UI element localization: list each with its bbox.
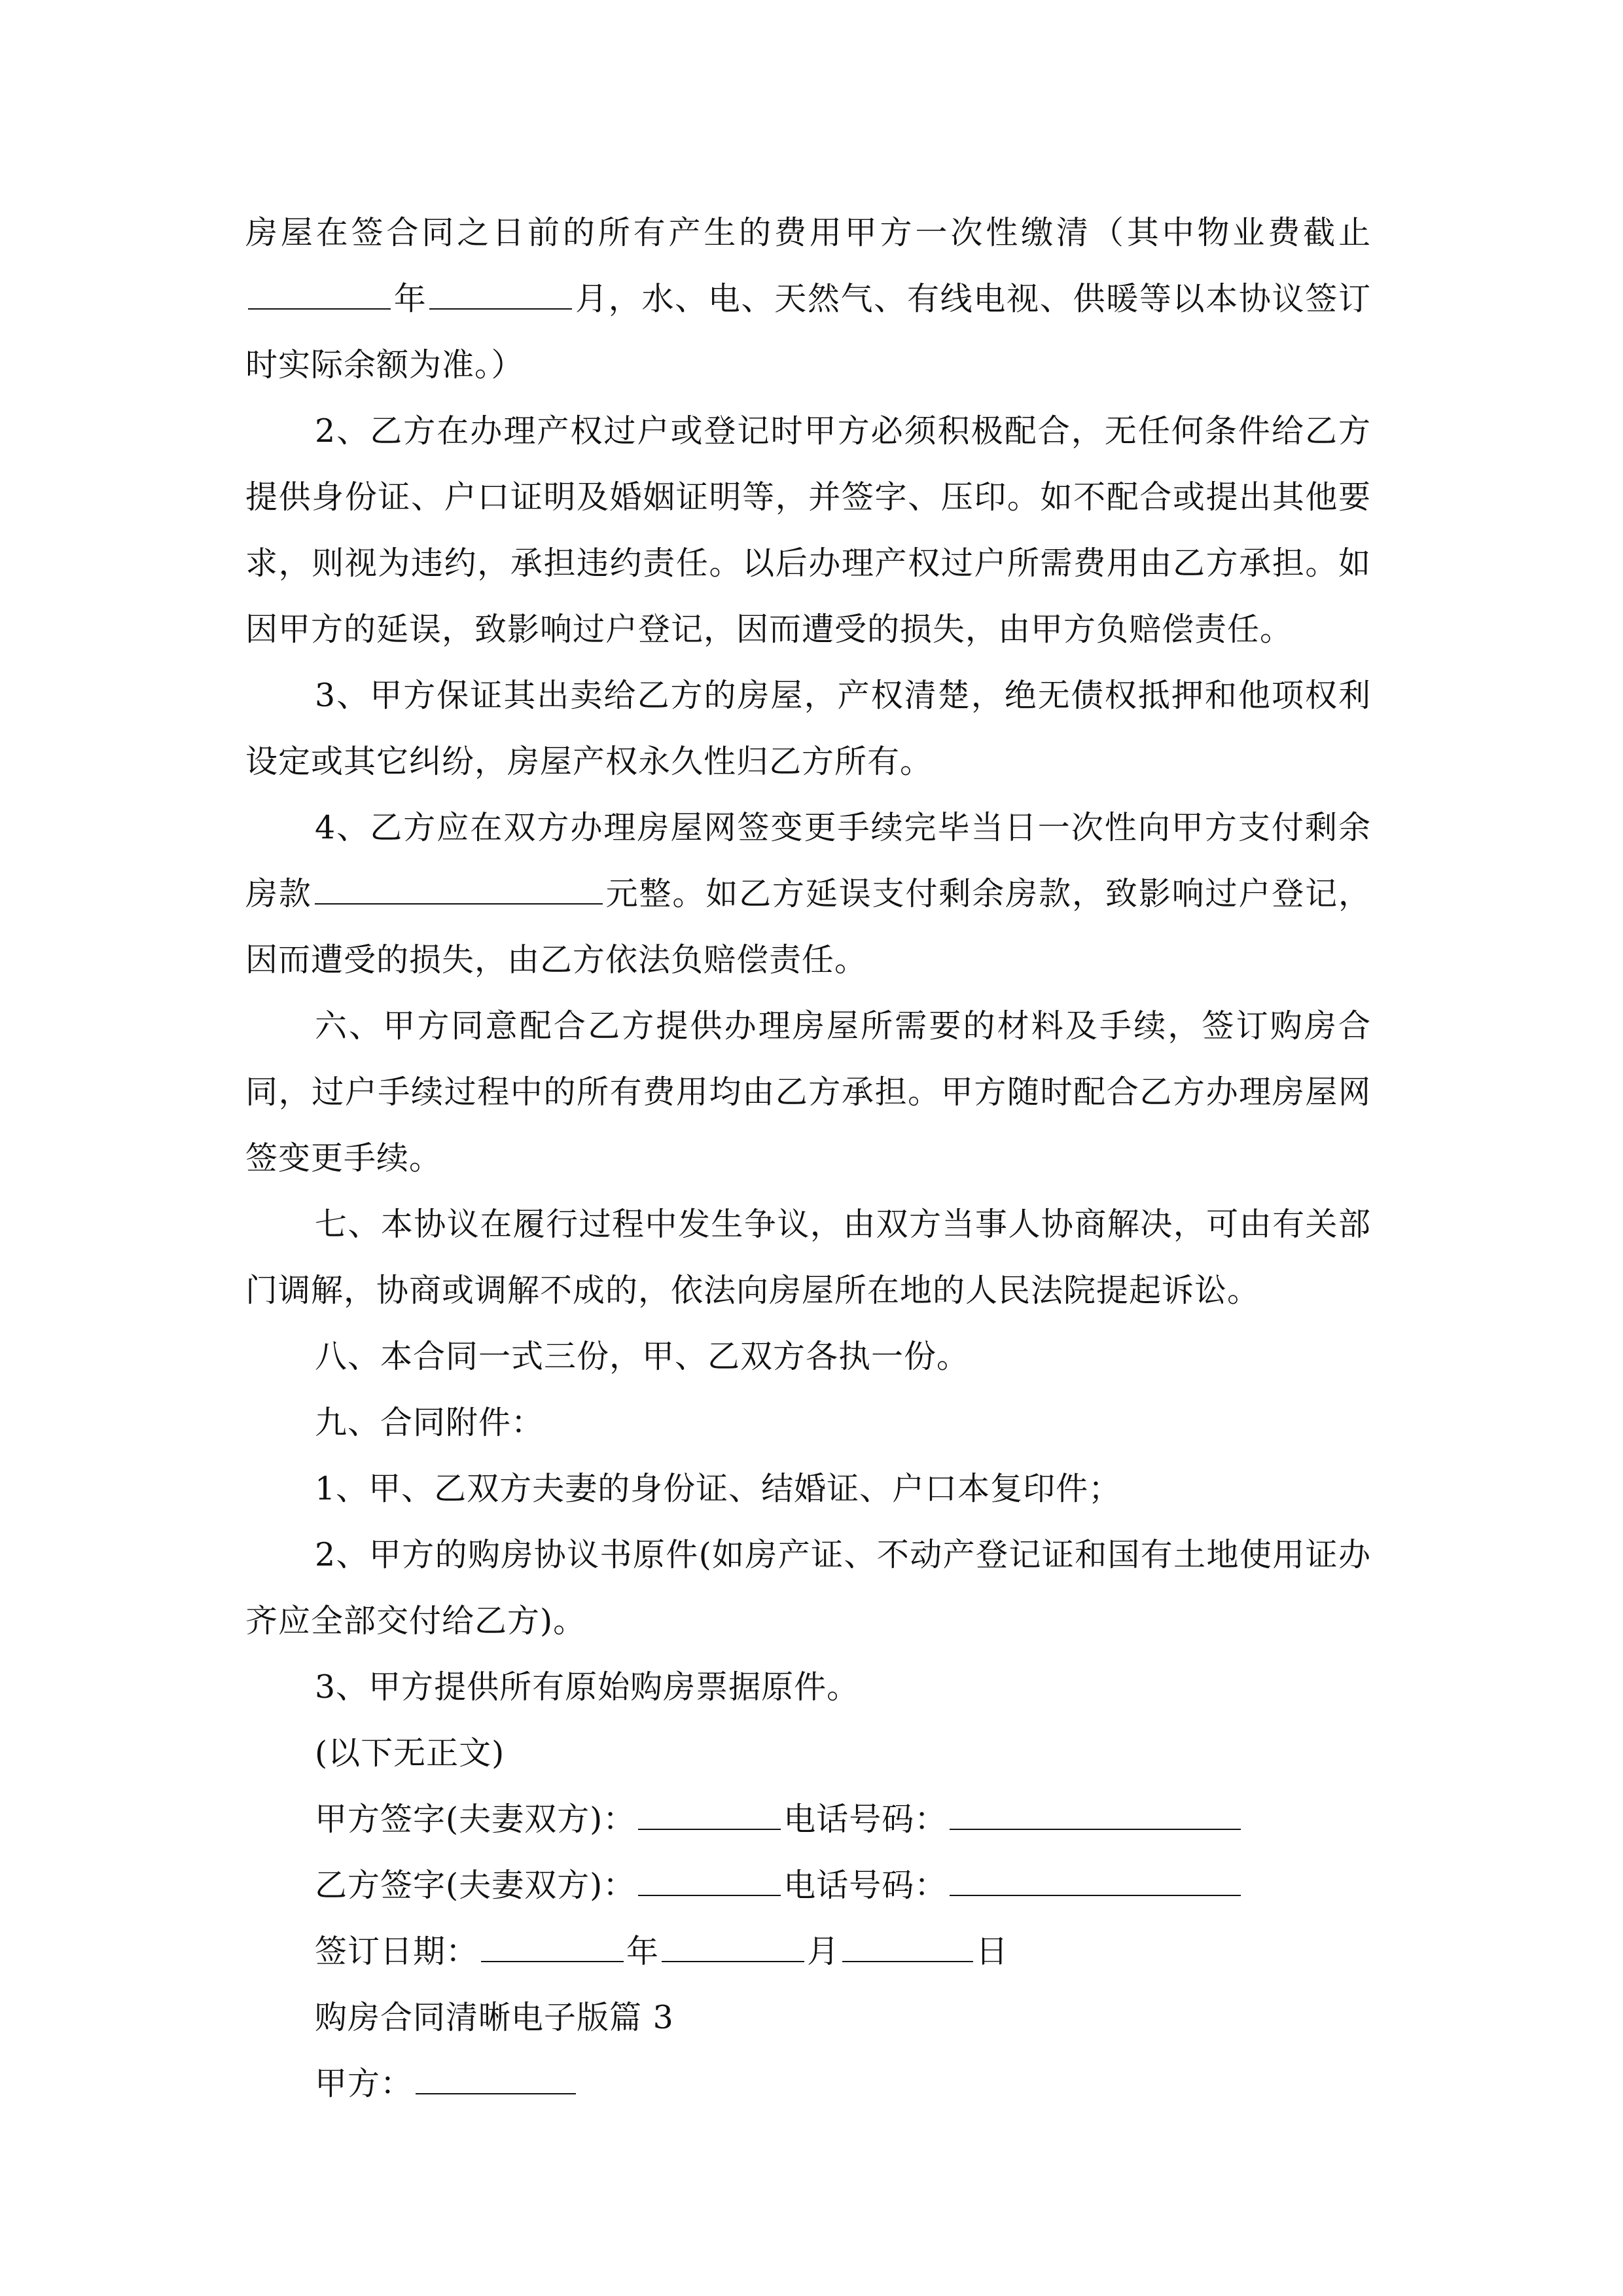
party-b-signature-label: 乙方签字(夫妻双方)： xyxy=(315,1867,636,1904)
signing-month-blank[interactable] xyxy=(662,1923,804,1962)
party-a-signature-blank[interactable] xyxy=(638,1791,781,1830)
document-body xyxy=(245,200,1371,2117)
attachment-3: 3、甲方提供所有原始购房票据原件。 xyxy=(315,1668,860,1706)
party-a-signature-label: 甲方签字(夫妻双方)： xyxy=(315,1801,636,1838)
fees-year-unit: 年 xyxy=(393,280,427,317)
signing-date-line xyxy=(245,1918,1371,1984)
paragraph-2: 2、乙方在办理产权过户或登记时甲方必须积极配合，无任何条件给乙方提供身份证、户口证明及婚姻证明等，并签字、压印。如不配合或提出其他要求，则视为违约，承担违约责任。以后办理产权过户所需费用由乙方承担。如因甲方的延误，致影响过户登记，因而遭受的损失，由甲方负赔偿责任。 xyxy=(245,412,1371,648)
fees-year-blank[interactable] xyxy=(248,270,391,310)
signature-line-party-a xyxy=(245,1786,1371,1852)
para4-text-1: 4、乙方应在双方办理房屋网签变更手续完毕当日一次性向甲方支付剩余房款 xyxy=(245,809,1371,912)
signing-year-blank[interactable] xyxy=(481,1923,624,1962)
paragraph-six: 六、甲方同意配合乙方提供办理房屋所需要的材料及手续，签订购房合同，过户手续过程中的所有费用均由乙方承担。甲方随时配合乙方办理房屋网签变更手续。 xyxy=(245,1007,1371,1177)
signing-day-blank[interactable] xyxy=(842,1923,973,1962)
paragraph-fees xyxy=(245,200,1371,398)
signature-line-party-b xyxy=(245,1852,1371,1918)
no-further-text: (以下无正文) xyxy=(315,1734,505,1772)
signing-day-unit: 日 xyxy=(976,1933,1009,1970)
fees-text-1: 房屋在签合同之日前的所有产生的费用甲方一次性缴清（其中物业费截止 xyxy=(245,214,1371,251)
attachment-1: 1、甲、乙双方夫妻的身份证、结婚证、户口本复印件； xyxy=(315,1470,1122,1507)
party-b-signature-blank[interactable] xyxy=(638,1857,781,1896)
paragraph-4 xyxy=(245,795,1371,993)
signing-year-unit: 年 xyxy=(626,1933,660,1970)
party-b-phone-label: 电话号码： xyxy=(783,1867,948,1904)
signing-month-unit: 月 xyxy=(807,1933,840,1970)
party-a-name-blank[interactable] xyxy=(416,2055,576,2094)
paragraph-eight: 八、本合同一式三份，甲、乙双方各执一份。 xyxy=(315,1338,970,1375)
party-a-phone-blank[interactable] xyxy=(950,1791,1241,1830)
paragraph-nine: 九、合同附件： xyxy=(315,1404,544,1441)
party-a-phone-label: 电话号码： xyxy=(783,1801,948,1838)
party-b-phone-blank[interactable] xyxy=(950,1857,1241,1896)
fees-month-blank[interactable] xyxy=(429,270,572,310)
section-title: 购房合同清晰电子版篇 3 xyxy=(315,1999,674,2036)
paragraph-seven: 七、本协议在履行过程中发生争议，由双方当事人协商解决，可由有关部门调解，协商或调解不成的，依法向房屋所在地的人民法院提起诉讼。 xyxy=(245,1206,1371,1309)
fees-text-2: ，水、电、天然气、有线电视、供暖等以本协议签订时实际余额为准。） xyxy=(245,280,1371,384)
signing-date-label: 签订日期： xyxy=(315,1933,479,1970)
para4-text-2: 元整。如乙方延误支付剩余房款，致影响过户登记，因而遭受的损失，由乙方依法负赔偿责任。 xyxy=(245,875,1371,978)
paragraph-3: 3、甲方保证其出卖给乙方的房屋，产权清楚，绝无债权抵押和他项权利设定或其它纠纷，房屋产权永久性归乙方所有。 xyxy=(245,677,1371,780)
attachment-2: 2、甲方的购房协议书原件(如房产证、不动产登记证和国有土地使用证办齐应全部交付给乙方)。 xyxy=(245,1536,1371,1640)
fees-month-unit: 月 xyxy=(575,280,609,317)
party-a-line xyxy=(245,2051,1371,2117)
party-a-label: 甲方： xyxy=(315,2065,414,2102)
remaining-payment-blank[interactable] xyxy=(315,865,603,905)
